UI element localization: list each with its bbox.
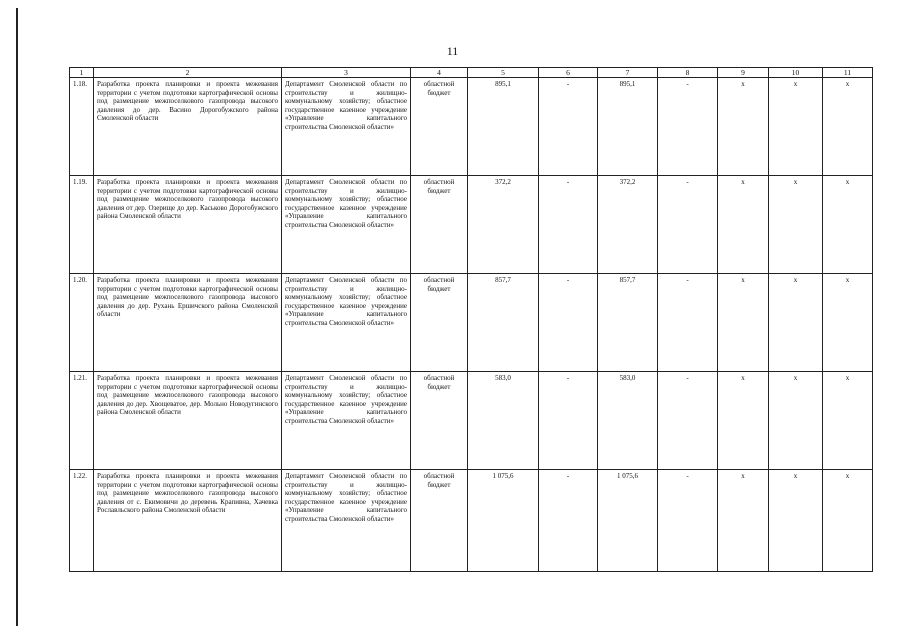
row-number: 1.19. — [70, 176, 94, 274]
cell-col11: х — [823, 372, 873, 470]
column-header: 2 — [94, 68, 282, 78]
table-row — [70, 372, 873, 470]
cell-col6: - — [539, 78, 598, 176]
row-number: 1.21. — [70, 372, 94, 470]
cell-col5: 1 075,6 — [468, 470, 539, 572]
cell-col9: х — [718, 78, 769, 176]
table-row — [70, 274, 873, 372]
column-header: 10 — [769, 68, 823, 78]
row-number: 1.20. — [70, 274, 94, 372]
cell-col5: 372,2 — [468, 176, 539, 274]
table-row — [70, 78, 873, 176]
row-number: 1.18. — [70, 78, 94, 176]
column-header: 4 — [411, 68, 468, 78]
activity-name: Разработка проекта планировки и проекта межевания территории с учетом подготовки картографической основы под размещение межпоселкового газопровода высокого давления до дер. Хвощеватое, дер. Мольно Новодугинского района Смоленской области — [94, 372, 282, 470]
activity-name: Разработка проекта планировки и проекта межевания территории с учетом подготовки картографической основы под размещение межпоселкового газопровода высокого давления до дер. Васино Дорогобужского района Смоленской области — [94, 78, 282, 176]
left-margin-rule — [16, 8, 18, 626]
activity-name: Разработка проекта планировки и проекта межевания территории с учетом подготовки картографической основы под размещение межпоселкового газопровода высокого давления до дер. Рухань Ершичского района Смоленской области — [94, 274, 282, 372]
table-row — [70, 176, 873, 274]
executor: Департамент Смоленской области по строительству и жилищно-коммунальному хозяйству; областное государственное казенное учреждение «Управление капитального строительства Смоленской области» — [282, 78, 411, 176]
cell-col9: х — [718, 176, 769, 274]
column-header: 11 — [823, 68, 873, 78]
funding-source: областной бюджет — [411, 372, 468, 470]
cell-col6: - — [539, 470, 598, 572]
column-header: 9 — [718, 68, 769, 78]
cell-col11: х — [823, 78, 873, 176]
activity-name: Разработка проекта планировки и проекта межевания территории с учетом подготовки картографической основы под размещение межпоселкового газопровода высокого давления от с. Екимовичи до деревень Крапивна, Хачевка Рославльского района Смоленской области — [94, 470, 282, 572]
column-number-row — [70, 68, 873, 78]
cell-col10: х — [769, 372, 823, 470]
row-number: 1.22. — [70, 470, 94, 572]
cell-col6: - — [539, 274, 598, 372]
table-row — [70, 470, 873, 572]
cell-col10: х — [769, 470, 823, 572]
cell-col8: - — [658, 470, 718, 572]
activity-name: Разработка проекта планировки и проекта межевания территории с учетом подготовки картографической основы под размещение межпоселкового газопровода высокого давления от дер. Озерище до дер. Каськово Дорогобужского района Смоленской области — [94, 176, 282, 274]
cell-col8: - — [658, 78, 718, 176]
funding-source: областной бюджет — [411, 470, 468, 572]
funding-source: областной бюджет — [411, 176, 468, 274]
cell-col8: - — [658, 274, 718, 372]
cell-col10: х — [769, 176, 823, 274]
cell-col5: 583,0 — [468, 372, 539, 470]
page-number: 11 — [446, 44, 459, 58]
column-header: 3 — [282, 68, 411, 78]
column-header: 8 — [658, 68, 718, 78]
column-header: 6 — [539, 68, 598, 78]
cell-col7: 857,7 — [598, 274, 658, 372]
funding-source: областной бюджет — [411, 274, 468, 372]
cell-col8: - — [658, 176, 718, 274]
executor: Департамент Смоленской области по строительству и жилищно-коммунальному хозяйству; областное государственное казенное учреждение «Управление капитального строительства Смоленской области» — [282, 274, 411, 372]
cell-col6: - — [539, 372, 598, 470]
funding-source: областной бюджет — [411, 78, 468, 176]
cell-col10: х — [769, 78, 823, 176]
cell-col5: 857,7 — [468, 274, 539, 372]
executor: Департамент Смоленской области по строительству и жилищно-коммунальному хозяйству; областное государственное казенное учреждение «Управление капитального строительства Смоленской области» — [282, 176, 411, 274]
cell-col11: х — [823, 274, 873, 372]
budget-table — [69, 67, 873, 572]
column-header: 5 — [468, 68, 539, 78]
column-header: 7 — [598, 68, 658, 78]
executor: Департамент Смоленской области по строительству и жилищно-коммунальному хозяйству; областное государственное казенное учреждение «Управление капитального строительства Смоленской области» — [282, 470, 411, 572]
cell-col8: - — [658, 372, 718, 470]
cell-col5: 895,1 — [468, 78, 539, 176]
cell-col9: х — [718, 470, 769, 572]
cell-col7: 895,1 — [598, 78, 658, 176]
column-header: 1 — [70, 68, 94, 78]
executor: Департамент Смоленской области по строительству и жилищно-коммунальному хозяйству; областное государственное казенное учреждение «Управление капитального строительства Смоленской области» — [282, 372, 411, 470]
cell-col9: х — [718, 274, 769, 372]
cell-col7: 372,2 — [598, 176, 658, 274]
cell-col7: 583,0 — [598, 372, 658, 470]
cell-col7: 1 075,6 — [598, 470, 658, 572]
cell-col11: х — [823, 176, 873, 274]
cell-col6: - — [539, 176, 598, 274]
cell-col9: х — [718, 372, 769, 470]
cell-col10: х — [769, 274, 823, 372]
cell-col11: х — [823, 470, 873, 572]
